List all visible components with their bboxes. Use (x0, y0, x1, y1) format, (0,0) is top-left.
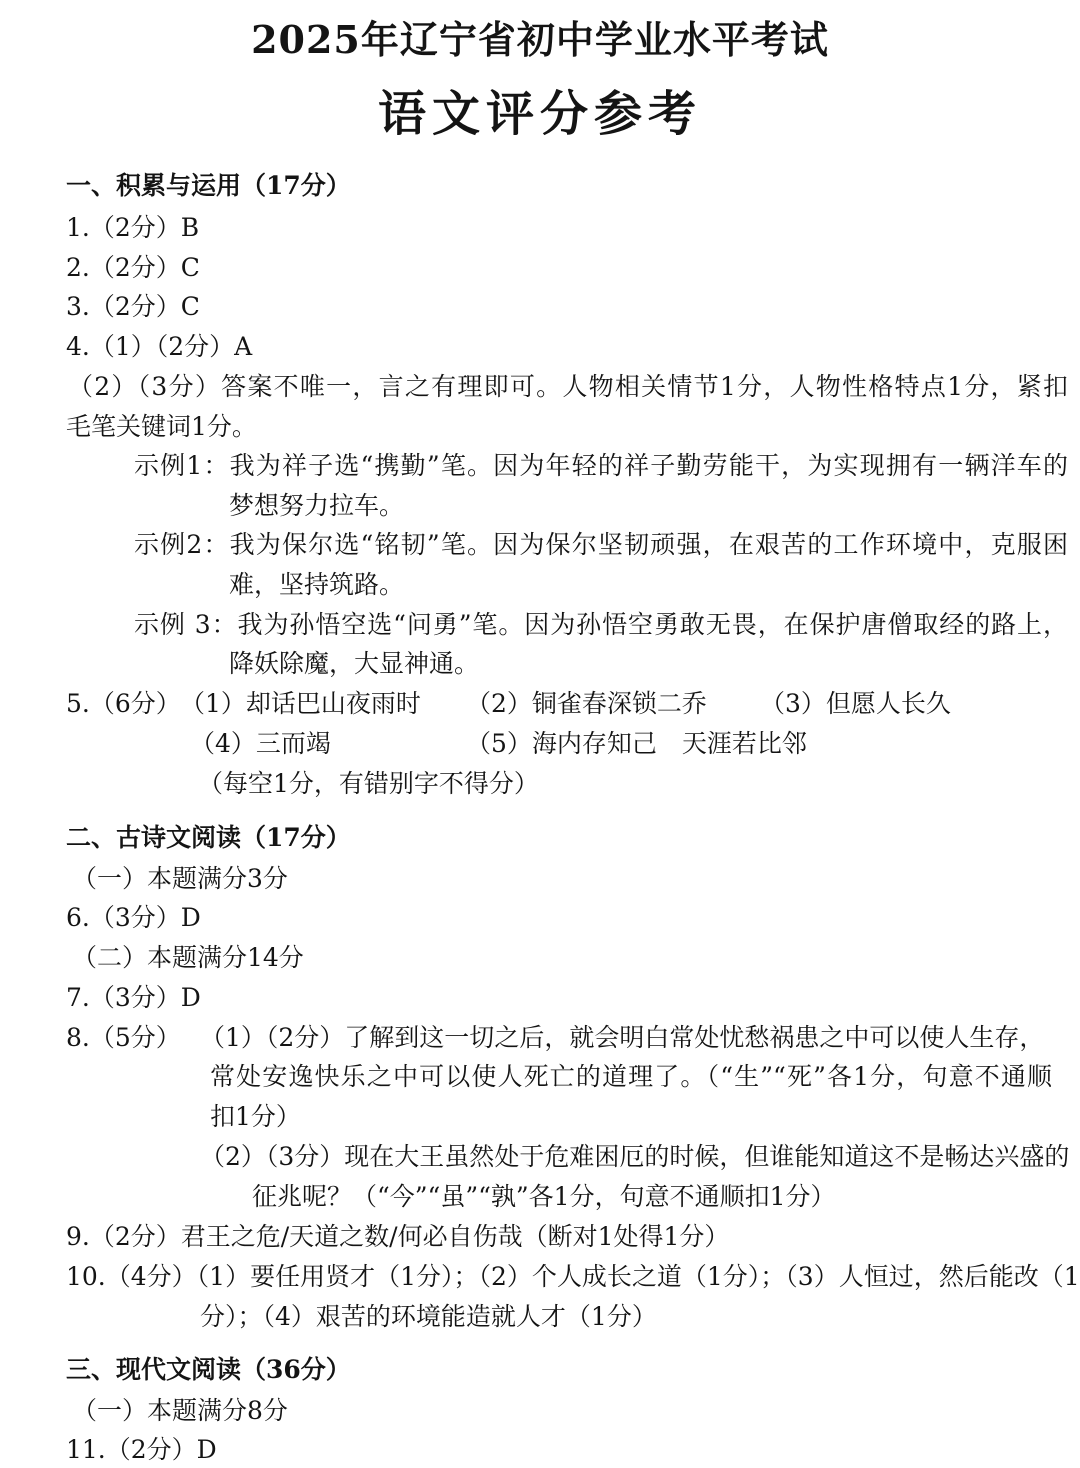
exam-title: 2025年辽宁省初中学业水平考试 (251, 17, 829, 62)
document-subtitle: 语文评分参考 (377, 86, 702, 142)
answer-q5-note: （每空1分，有错别字不得分） (198, 769, 539, 798)
answer-q4-1: 4.（1）（2分）A (66, 332, 253, 361)
example-3-line2: 降妖除魔，大显神通。 (229, 649, 480, 678)
section-heading-3: 三、现代文阅读（36分） (66, 1355, 351, 1384)
answer-q8-2-line1: （2）（3分）现在大王虽然处于危难困厄的时候，但谁能知道这不是畅达兴盛的 (200, 1142, 1070, 1171)
answer-q6: 6.（3分）D (66, 903, 201, 932)
subsection-2-2: （二）本题满分14分 (72, 943, 304, 972)
answer-q5-label: 5.（6分） (66, 689, 181, 718)
answer-q8-2-line2: 征兆呢？（“今”“虽”“孰”各1分，句意不通顺扣1分） (252, 1182, 836, 1211)
answer-q4-2-line2: 毛笔关键词1分。 (66, 412, 257, 441)
answer-q5-blank3: （3）但愿人长久 (760, 689, 951, 718)
answer-q11: 11.（2分）D (66, 1435, 217, 1464)
example-2-line1: 示例2：我为保尔选“铭韧”笔。因为保尔坚韧顽强，在艰苦的工作环境中，克服困 (134, 530, 1068, 559)
example-2-line2: 难，坚持筑路。 (229, 570, 405, 599)
answer-q10-line2: 分）；（4）艰苦的环境能造就人才（1分） (200, 1302, 657, 1331)
answer-q5-blank1: （1）却话巴山夜雨时 (180, 689, 421, 718)
answer-q9: 9.（2分）君王之危/天道之数/何必自伤哉（断对1处得1分） (66, 1222, 730, 1251)
example-1-line2: 梦想努力拉车。 (229, 491, 405, 520)
answer-q8-1-line2: 常处安逸快乐之中可以使人死亡的道理了。（“生”“死”各1分，句意不通顺 (210, 1062, 1052, 1091)
subsection-2-1: （一）本题满分3分 (72, 864, 288, 893)
answer-q5-blank5: （5）海内存知己 天涯若比邻 (466, 729, 807, 758)
answer-q7: 7.（3分）D (66, 983, 201, 1012)
answer-q3: 3.（2分）C (66, 292, 200, 321)
section-heading-2: 二、古诗文阅读（17分） (66, 823, 351, 852)
section-heading-1: 一、积累与运用（17分） (66, 171, 351, 200)
answer-q4-2-line1: （2）（3分）答案不唯一，言之有理即可。人物相关情节1分，人物性格特点1分，紧扣 (68, 372, 1068, 401)
answer-q8-1-line3: 扣1分） (210, 1102, 301, 1131)
example-1-line1: 示例1：我为祥子选“携勤”笔。因为年轻的祥子勤劳能干，为实现拥有一辆洋车的 (134, 451, 1068, 480)
answer-q8-1-line1: （1）（2分）了解到这一切之后，就会明白常处忧愁祸患之中可以使人生存， (200, 1023, 1045, 1052)
answer-q5-blank2: （2）铜雀春深锁二乔 (466, 689, 707, 718)
example-3-line1: 示例 3：我为孙悟空选“问勇”笔。因为孙悟空勇敢无畏，在保护唐僧取经的路上， (134, 610, 1068, 639)
subsection-3-1: （一）本题满分8分 (72, 1396, 288, 1425)
answer-q2: 2.（2分）C (66, 253, 200, 282)
answer-q10-line1: 10.（4分）（1）要任用贤才（1分）；（2）个人成长之道（1分）；（3）人恒过，然后能改（1 (66, 1262, 1080, 1291)
answer-q5-blank4: （4）三而竭 (190, 729, 331, 758)
answer-q8-label: 8.（5分） (66, 1023, 181, 1052)
answer-q1: 1.（2分）B (66, 213, 200, 242)
